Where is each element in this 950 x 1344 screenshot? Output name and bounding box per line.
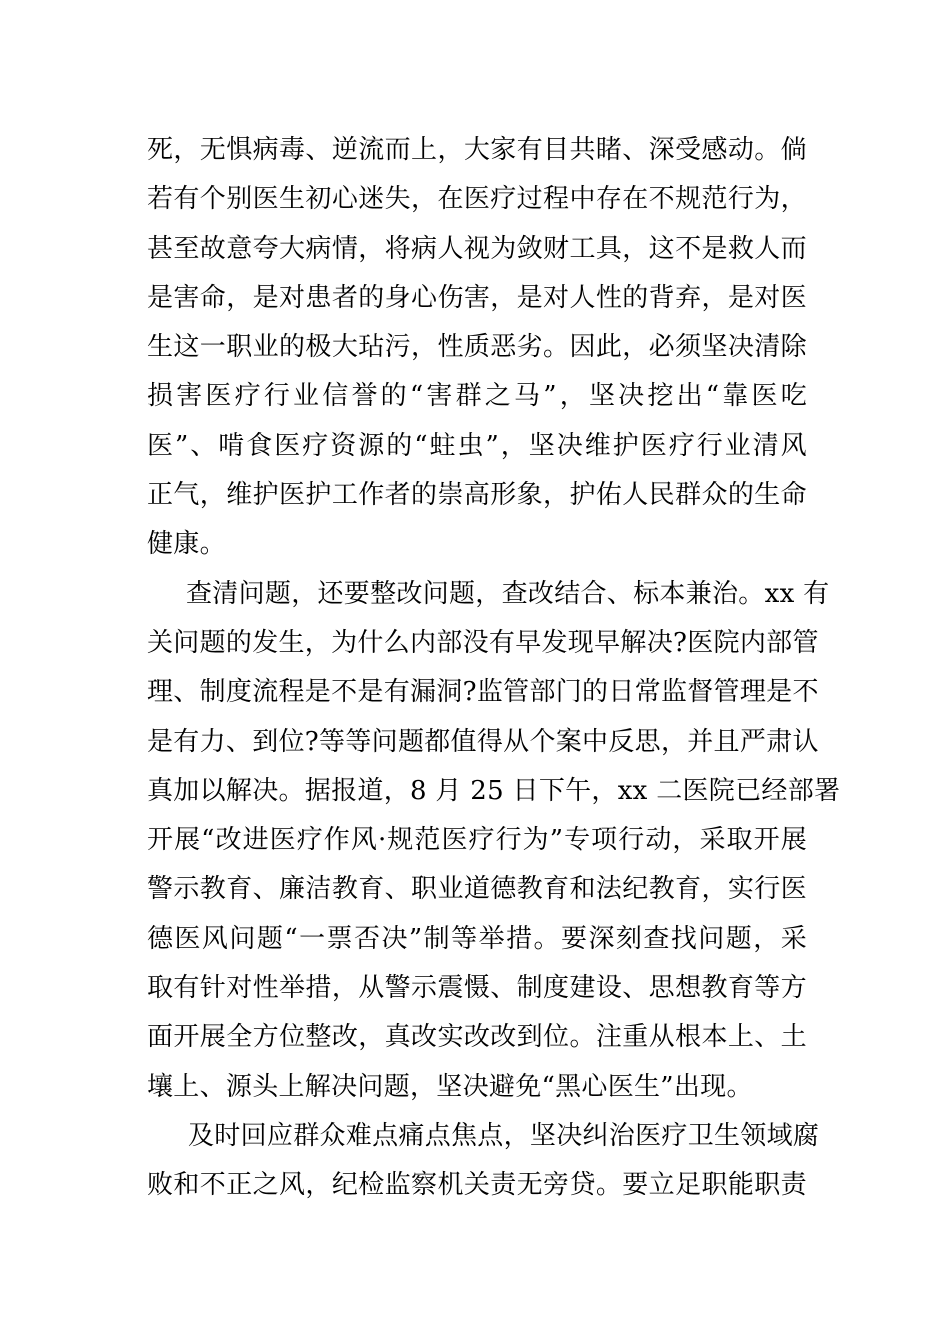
text-line: 查清问题，还要整改问题，查改结合、标本兼治。xx 有 bbox=[186, 578, 830, 609]
text-line: 警示教育、廉洁教育、职业道德教育和法纪教育，实行医 bbox=[147, 874, 807, 905]
text-line: 理、制度流程是不是有漏洞?监管部门的日常监督管理是不 bbox=[147, 677, 819, 708]
text-line: 甚至故意夸大病情，将病人视为敛财工具，这不是救人而 bbox=[147, 233, 807, 264]
text-line: 正气，维护医护工作者的崇高形象，护佑人民群众的生命 bbox=[147, 480, 807, 511]
text-line: 是害命，是对患者的身心伤害，是对人性的背弃，是对医 bbox=[147, 282, 807, 313]
text-line: 若有个别医生初心迷失，在医疗过程中存在不规范行为， bbox=[147, 184, 807, 215]
text-line: 德医风问题“一票否决”制等举措。要深刻查找问题，采 bbox=[147, 923, 807, 954]
text-line: 面开展全方位整改，真改实改改到位。注重从根本上、土 bbox=[147, 1022, 807, 1053]
text-line: 开展“改进医疗作风·规范医疗行为”专项行动，采取开展 bbox=[147, 825, 807, 856]
body-text bbox=[147, 126, 841, 1211]
text-line: 医”、啃食医疗资源的“蛀虫”，坚决维护医疗行业清风 bbox=[147, 430, 807, 461]
text-line: 关问题的发生，为什么内部没有早发现早解决?医院内部管 bbox=[147, 627, 819, 658]
text-line: 生这一职业的极大玷污，性质恶劣。因此，必须坚决清除 bbox=[147, 332, 807, 363]
text-line: 真加以解决。据报道，8 月 25 日下午，xx 二医院已经部署 bbox=[147, 775, 841, 806]
text-line: 取有针对性举措，从警示震慑、制度建设、思想教育等方 bbox=[147, 973, 807, 1004]
text-line: 壤上、源头上解决问题，坚决避免“黑心医生”出现。 bbox=[147, 1071, 753, 1102]
text-line: 损害医疗行业信誉的“害群之马”，坚决挖出“靠医吃 bbox=[147, 381, 807, 412]
text-line: 死，无惧病毒、逆流而上，大家有目共睹、深受感动。倘 bbox=[147, 135, 807, 165]
text-line: 败和不正之风，纪检监察机关责无旁贷。要立足职能职责 bbox=[147, 1170, 807, 1201]
text-line: 是有力、到位?等等问题都值得从个案中反思，并且严肃认 bbox=[147, 726, 819, 757]
text-line: 健康。 bbox=[147, 529, 226, 560]
text-line: 及时回应群众难点痛点焦点，坚决纠治医疗卫生领域腐 bbox=[188, 1120, 820, 1151]
